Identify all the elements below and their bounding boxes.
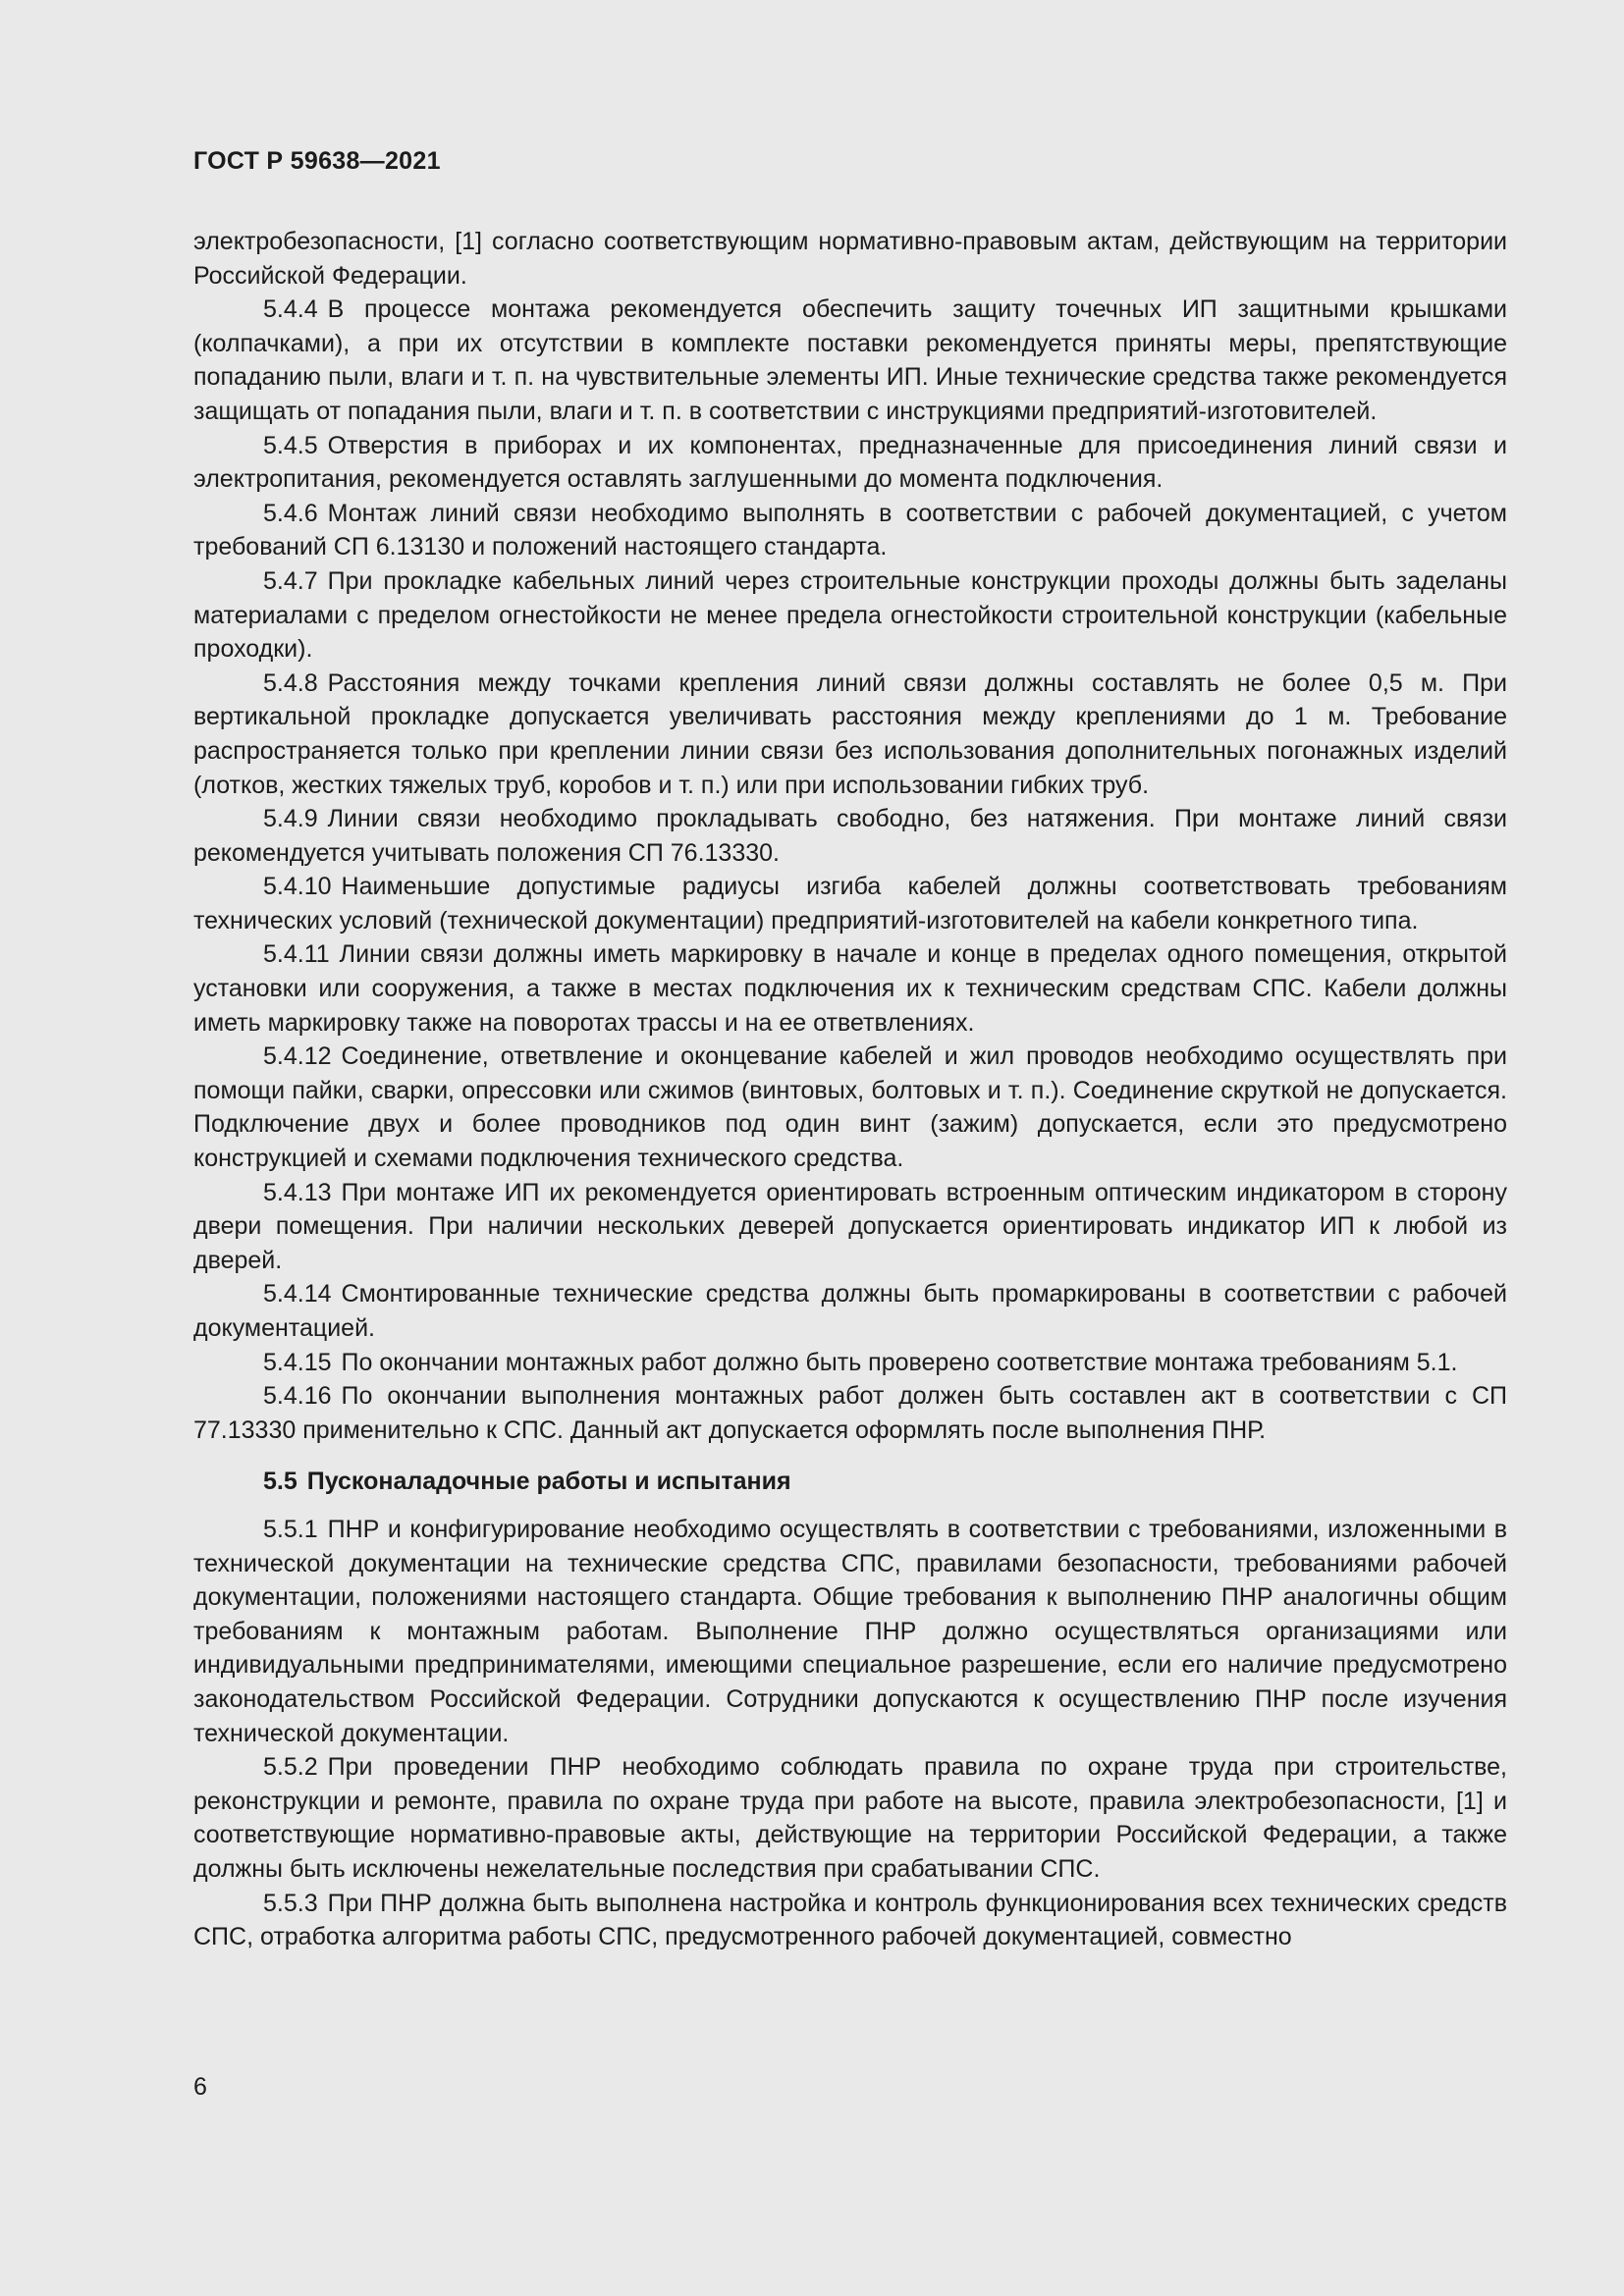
clause-5-4-11	[193, 937, 1507, 1040]
clause-5-4-8	[193, 667, 1507, 802]
clause-number: 5.4.4	[263, 295, 318, 324]
clause-number: 5.4.5	[263, 431, 318, 459]
clause-5-4-15	[193, 1346, 1507, 1380]
clause-number: 5.4.12	[263, 1042, 332, 1071]
paragraph-text: Соединение, ответвление и оконцевание кабелей и жил проводов необходимо осуществлять при помощи пайки, сварки, опрессовки или сжимов (винтовых, болтовых и т. п.). Соединение скруткой не допускается. Подключение двух и более проводников под один винт (зажим) допускается, если это предусмотрено конструкцией и схемами подключения технического средства.	[193, 1042, 1507, 1173]
paragraph-text: В процессе монтажа рекомендуется обеспечить защиту точечных ИП защитными крышками (колпачками), а при их отсутствии в комплекте поставки рекомендуется приняты меры, препятствующие попаданию пыли, влаги и т. п. на чувствительные элементы ИП. Иные технические средства также рекомендуется защищать от попадания пыли, влаги и т. п. в соответствии с инструкциями предприятий-изготовителей.	[193, 295, 1507, 425]
paragraph-text: При прокладке кабельных линий через строительные конструкции проходы должны быть заделаны материалами с пределом огнестойкости не менее предела огнестойкости строительной конструкции (кабельные проходки).	[193, 566, 1507, 664]
clause-5-4-6	[193, 497, 1507, 564]
page-number: 6	[193, 2073, 207, 2101]
clause-5-5-2	[193, 1750, 1507, 1886]
clause-number: 5.4.8	[263, 668, 318, 697]
paragraph-text: Наименьшие допустимые радиусы изгиба кабелей должны соответствовать требованиям технических условий (технической документации) предприятий-изготовителей на кабели конкретного типа.	[193, 873, 1507, 934]
document-body	[193, 225, 1507, 1954]
clause-number: 5.4.7	[263, 566, 318, 595]
clause-5-4-16	[193, 1379, 1507, 1447]
clause-number: 5.4.14	[263, 1280, 332, 1308]
paragraph-text: При проведении ПНР необходимо соблюдать правила по охране труда при строительстве, реконструкции и ремонте, правила по охране труда при работе на высоте, правила электробезопасности, [1] и соответствующие нормативно-правовые акты, действующие на территории Российской Федерации, а также должны быть исключены нежелательные последствия при срабатывании СПС.	[193, 1753, 1507, 1883]
clause-number: 5.4.13	[263, 1178, 332, 1206]
paragraph-text: Линии связи необходимо прокладывать свободно, без натяжения. При монтаже линий связи рекомендуется учитывать положения СП 76.13330.	[193, 805, 1507, 867]
clause-number: 5.5.3	[263, 1889, 318, 1917]
clause-5-4-4	[193, 293, 1507, 428]
clause-5-4-9	[193, 802, 1507, 870]
paragraph-text: При монтаже ИП их рекомендуется ориентировать встроенным оптическим индикатором в сторону двери помещения. При наличии нескольких деверей допускается ориентировать индикатор ИП к любой из дверей.	[193, 1178, 1507, 1274]
paragraph-text: По окончании монтажных работ должно быть проверено соответствие монтажа требованиям 5.1.	[341, 1348, 1458, 1376]
paragraph-text: ПНР и конфигурирование необходимо осуществлять в соответствии с требованиями, изложенными в технической документации на технические средства СПС, правилами безопасности, требованиями рабочей документации, положениями настоящего стандарта. Общие требования к выполнению ПНР аналогичны общим требованиям к монтажным работам. Выполнение ПНР должно осуществляться организациями или индивидуальными предпринимателями, имеющими специальное разрешение, если его наличие предусмотрено законодательством Российской Федерации. Сотрудники допускаются к осуществлению ПНР после изучения технической документации.	[193, 1515, 1507, 1747]
clause-number: 5.5.2	[263, 1753, 318, 1782]
clause-number: 5.4.11	[263, 940, 330, 969]
section-number: 5.5	[263, 1468, 298, 1496]
clause-number: 5.4.9	[263, 805, 318, 833]
clause-number: 5.5.1	[263, 1515, 318, 1543]
section-heading-5-5	[193, 1465, 1507, 1499]
clause-5-4-7	[193, 564, 1507, 667]
clause-5-4-14	[193, 1277, 1507, 1345]
paragraph-text: Линии связи должны иметь маркировку в начале и конце в пределах одного помещения, открытой установки или сооружения, а также в местах подключения их к техническим средствам СПС. Кабели должны иметь маркировку также на поворотах трассы и на ее ответвлениях.	[193, 940, 1507, 1037]
paragraph-text: Расстояния между точками крепления линий связи должны составлять не более 0,5 м. При вертикальной прокладке допускается увеличивать расстояния между креплениями до 1 м. Требование распространяется только при креплении линии связи без использования дополнительных погонажных изделий (лотков, жестких тяжелых труб, коробов и т. п.) или при использовании гибких труб.	[193, 668, 1507, 799]
clause-number: 5.4.6	[263, 499, 318, 527]
clause-5-5-3	[193, 1887, 1507, 1954]
clause-5-4-12	[193, 1040, 1507, 1175]
clause-5-4-5	[193, 429, 1507, 497]
clause-number: 5.4.16	[263, 1382, 332, 1411]
clause-5-5-1	[193, 1513, 1507, 1750]
paragraph-continuation	[193, 225, 1507, 293]
document-id-header: ГОСТ Р 59638—2021	[193, 147, 441, 175]
clause-5-4-10	[193, 870, 1507, 937]
clause-5-4-13	[193, 1176, 1507, 1278]
paragraph-text: При ПНР должна быть выполнена настройка и контроль функционирования всех технических средств СПС, отработка алгоритма работы СПС, предусмотренного рабочей документацией, совместно	[193, 1889, 1507, 1951]
paragraph-text: Монтаж линий связи необходимо выполнять в соответствии с рабочей документацией, с учетом требований СП 6.13130 и положений настоящего стандарта.	[193, 499, 1507, 561]
paragraph-text: Отверстия в приборах и их компонентах, предназначенные для присоединения линий связи и электропитания, рекомендуется оставлять заглушенными до момента подключения.	[193, 431, 1507, 494]
section-title: Пусконаладочные работы и испытания	[306, 1468, 791, 1496]
paragraph-text: Смонтированные технические средства должны быть промаркированы в соответствии с рабочей документацией.	[193, 1280, 1507, 1342]
clause-number: 5.4.10	[263, 873, 332, 901]
clause-number: 5.4.15	[263, 1348, 332, 1376]
paragraph-text: По окончании выполнения монтажных работ должен быть составлен акт в соответствии с СП 77.13330 применительно к СПС. Данный акт допускается оформлять после выполнения ПНР.	[193, 1382, 1507, 1444]
paragraph-text: электробезопасности, [1] согласно соответствующим нормативно-правовым актам, действующим на территории Российской Федерации.	[193, 228, 1507, 290]
